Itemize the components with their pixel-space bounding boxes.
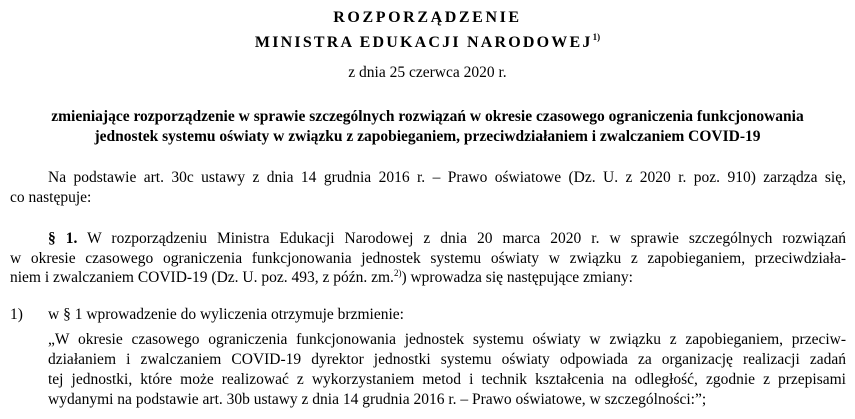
quote-line-1: „W okresie czasowego ograniczenia funkcjonowania jednostek systemu oświaty w związku z zapobieganiem, przeciw- — [48, 331, 846, 348]
section-1-line-2: w okresie czasowego ograniczenia funkcjonowania jednostek systemu oświaty w związku z zapobieganiem, przeciwdziała- — [10, 250, 846, 267]
section-1-line-3-text: niem i zwalczaniem COVID-19 (Dz. U. poz. 493, z późn. zm. — [10, 269, 394, 286]
section-1-line-1 — [48, 229, 846, 248]
item-1-number: 1) — [10, 306, 23, 323]
section-1-line-1-text: W rozporządzeniu Ministra Edukacji Narodowej z dnia 20 marca 2020 r. w sprawie szczególnych rozwiązań — [87, 230, 846, 247]
quote-line-2: działaniem i zwalczaniem COVID-19 dyrektor jednostki systemu oświaty odpowiada za organizację realizacji zadań — [48, 351, 846, 368]
authority-name: MINISTRA EDUKACJI NARODOWEJ — [254, 34, 593, 51]
section-1-line-3 — [10, 268, 633, 287]
footnote-marker-2: 2) — [393, 268, 402, 278]
subject-line-1: zmieniające rozporządzenie w sprawie szczególnych rozwiązań w okresie czasowego ograniczenia funkcjonowania — [51, 108, 804, 125]
quote-line-3: tej jednostki, które może realizować z wykorzystaniem metod i technik kształcenia na odległość, zgodnie z przepisami — [48, 371, 846, 388]
item-1-text: w § 1 wprowadzenie do wyliczenia otrzymuje brzmienie: — [48, 306, 404, 323]
quote-line-4: wydanymi na podstawie art. 30b ustawy z dnia 14 grudnia 2016 r. – Prawo oświatowe, w szczególności:”; — [48, 391, 707, 408]
section-1-line-3-end: ) wprowadza się następujące zmiany: — [401, 269, 633, 286]
footnote-marker-1: 1) — [592, 32, 601, 42]
legal-basis-line-1: Na podstawie art. 30c ustawy z dnia 14 grudnia 2016 r. – Prawo oświatowe (Dz. U. z 2020 r. poz. 910) zarządza się, — [48, 169, 846, 186]
subject-line-2: jednostek systemu oświaty w związku z zapobieganiem, przeciwdziałaniem i zwalczaniem COVID-19 — [94, 128, 761, 145]
issuing-authority — [0, 33, 855, 52]
section-1-label: § 1. — [48, 230, 78, 247]
legal-basis-line-2: co następuje: — [10, 189, 92, 206]
document-date: z dnia 25 czerwca 2020 r. — [348, 64, 507, 81]
document-title: ROZPORZĄDZENIE — [333, 9, 522, 26]
